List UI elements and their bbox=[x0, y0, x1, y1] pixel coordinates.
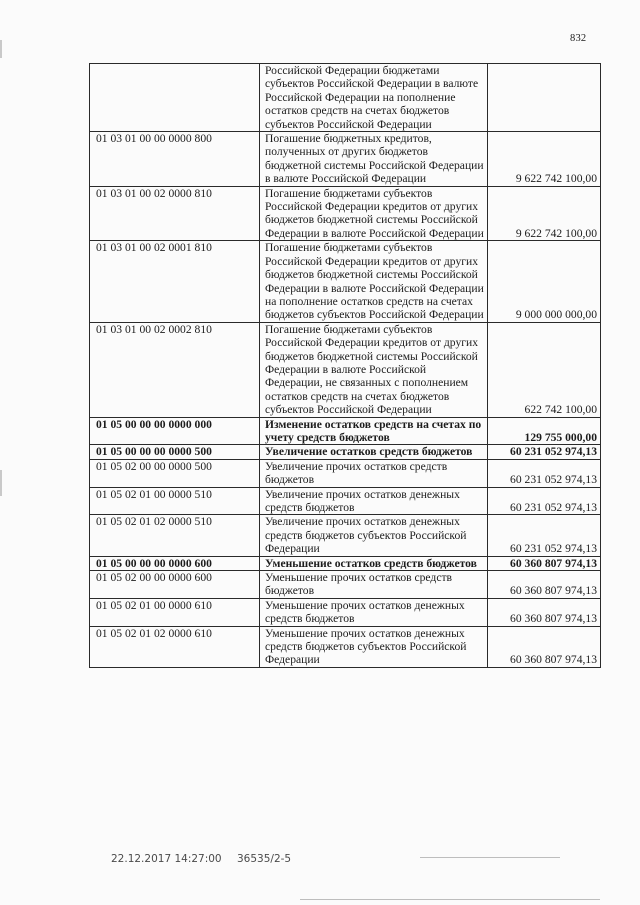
table-row bbox=[90, 64, 601, 132]
name-cell: Погашение бюджетами субъектов Российской Федерации кредитов от других бюджетов бюджетной системы Российской Федерации в валюте Российской Федерации, не связанных с пополнением остатков средств на счетах бюджетов субъектов Российской Федерации bbox=[260, 322, 488, 417]
name-cell: Российской Федерации бюджетами субъектов Российской Федерации в валюте Российской Федерации на пополнение остатков средств на счетах бюджетов субъектов Российской Федерации bbox=[260, 64, 488, 132]
code-cell: 01 03 01 00 02 0002 810 bbox=[90, 322, 260, 417]
scan-noise bbox=[420, 857, 560, 858]
amount-cell bbox=[488, 64, 601, 132]
page-number: 832 bbox=[570, 33, 587, 44]
table-row bbox=[90, 515, 601, 556]
table-row bbox=[90, 556, 601, 570]
table-row bbox=[90, 459, 601, 487]
table-row bbox=[90, 626, 601, 667]
budget-table-body bbox=[90, 64, 601, 668]
code-cell: 01 05 00 00 00 0000 500 bbox=[90, 445, 260, 459]
amount-cell: 60 360 807 974,13 bbox=[488, 556, 601, 570]
footer-document-id: 36535/2-5 bbox=[237, 853, 292, 865]
amount-cell: 60 231 052 974,13 bbox=[488, 445, 601, 459]
amount-cell: 60 360 807 974,13 bbox=[488, 598, 601, 626]
amount-cell: 129 755 000,00 bbox=[488, 417, 601, 445]
amount-cell: 60 231 052 974,13 bbox=[488, 515, 601, 556]
table-row bbox=[90, 571, 601, 599]
amount-cell: 60 231 052 974,13 bbox=[488, 487, 601, 515]
scan-edge-mark bbox=[0, 40, 2, 58]
code-cell: 01 05 02 01 00 0000 510 bbox=[90, 487, 260, 515]
name-cell: Уменьшение прочих остатков денежных средств бюджетов bbox=[260, 598, 488, 626]
footer-datetime: 22.12.2017 14:27:00 bbox=[111, 853, 222, 865]
name-cell: Уменьшение прочих остатков денежных средств бюджетов субъектов Российской Федерации bbox=[260, 626, 488, 667]
table-row bbox=[90, 241, 601, 322]
amount-cell: 60 360 807 974,13 bbox=[488, 571, 601, 599]
name-cell: Изменение остатков средств на счетах по учету средств бюджетов bbox=[260, 417, 488, 445]
amount-cell: 9 000 000 000,00 bbox=[488, 241, 601, 322]
name-cell: Уменьшение остатков средств бюджетов bbox=[260, 556, 488, 570]
code-cell: 01 05 02 00 00 0000 500 bbox=[90, 459, 260, 487]
table-row bbox=[90, 186, 601, 241]
amount-cell: 60 231 052 974,13 bbox=[488, 459, 601, 487]
code-cell: 01 05 02 01 00 0000 610 bbox=[90, 598, 260, 626]
code-cell: 01 03 01 00 02 0001 810 bbox=[90, 241, 260, 322]
name-cell: Погашение бюджетами субъектов Российской Федерации кредитов от других бюджетов бюджетной системы Российской Федерации в валюте Российской Федерации на пополнение остатков средств на счетах бюджетов субъектов Российской Федерации bbox=[260, 241, 488, 322]
code-cell: 01 03 01 00 00 0000 800 bbox=[90, 132, 260, 187]
amount-cell: 60 360 807 974,13 bbox=[488, 626, 601, 667]
table-row bbox=[90, 322, 601, 417]
name-cell: Погашение бюджетами субъектов Российской Федерации кредитов от других бюджетов бюджетной системы Российской Федерации в валюте Российской Федерации bbox=[260, 186, 488, 241]
name-cell: Погашение бюджетных кредитов, полученных от других бюджетов бюджетной системы Российской Федерации в валюте Российской Федерации bbox=[260, 132, 488, 187]
code-cell: 01 05 02 01 02 0000 510 bbox=[90, 515, 260, 556]
scan-noise bbox=[300, 899, 600, 900]
name-cell: Уменьшение прочих остатков средств бюджетов bbox=[260, 571, 488, 599]
scan-edge-mark bbox=[0, 470, 2, 496]
table-row bbox=[90, 417, 601, 445]
name-cell: Увеличение остатков средств бюджетов bbox=[260, 445, 488, 459]
code-cell: 01 05 02 01 02 0000 610 bbox=[90, 626, 260, 667]
code-cell: 01 03 01 00 02 0000 810 bbox=[90, 186, 260, 241]
amount-cell: 622 742 100,00 bbox=[488, 322, 601, 417]
amount-cell: 9 622 742 100,00 bbox=[488, 132, 601, 187]
table-row bbox=[90, 487, 601, 515]
code-cell: 01 05 00 00 00 0000 000 bbox=[90, 417, 260, 445]
code-cell: 01 05 02 00 00 0000 600 bbox=[90, 571, 260, 599]
name-cell: Увеличение прочих остатков денежных средств бюджетов bbox=[260, 487, 488, 515]
table-row bbox=[90, 598, 601, 626]
code-cell: 01 05 00 00 00 0000 600 bbox=[90, 556, 260, 570]
table-row bbox=[90, 445, 601, 459]
name-cell: Увеличение прочих остатков денежных средств бюджетов субъектов Российской Федерации bbox=[260, 515, 488, 556]
name-cell: Увеличение прочих остатков средств бюджетов bbox=[260, 459, 488, 487]
budget-table bbox=[89, 63, 601, 668]
code-cell bbox=[90, 64, 260, 132]
table-row bbox=[90, 132, 601, 187]
amount-cell: 9 622 742 100,00 bbox=[488, 186, 601, 241]
